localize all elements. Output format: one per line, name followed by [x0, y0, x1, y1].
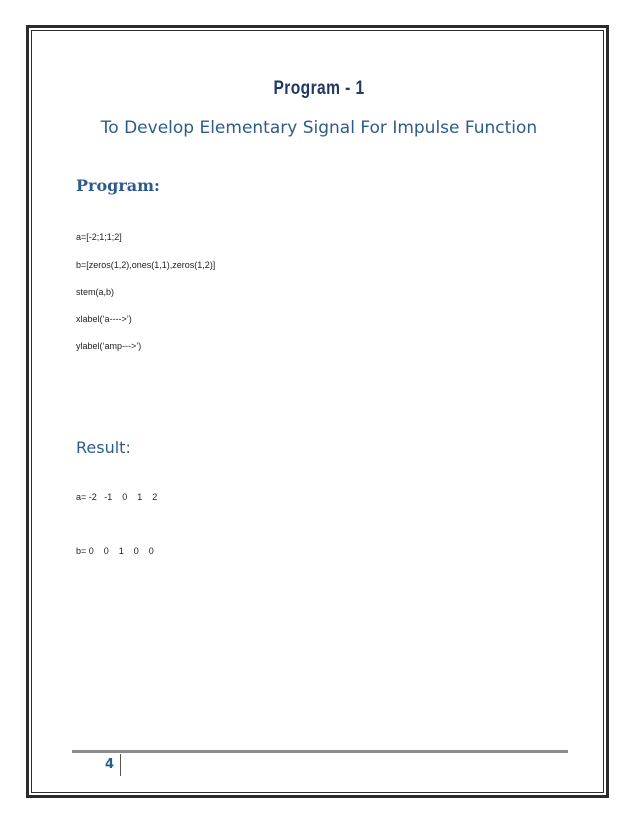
code-line: a=[-2;1;1;2] — [76, 232, 122, 242]
result-line-a: a= -2 -1 0 1 2 — [76, 492, 158, 502]
program-heading: Program: — [76, 176, 160, 195]
program-subtitle: To Develop Elementary Signal For Impulse Function — [100, 118, 538, 138]
result-heading: Result: — [76, 438, 131, 457]
page-number: 4 — [105, 757, 115, 772]
code-line: b=[zeros(1,2),ones(1,1),zeros(1,2)] — [76, 260, 216, 270]
result-line-b: b= 0 0 1 0 0 — [76, 546, 154, 556]
code-line: xlabel(‘a---->’) — [76, 314, 132, 324]
code-line: stem(a,b) — [76, 287, 115, 297]
page-number-divider — [120, 754, 121, 776]
program-title: Program - 1 — [273, 78, 365, 99]
code-line: ylabel(‘amp--->’) — [76, 341, 142, 351]
footer-rule — [72, 750, 568, 753]
page-border-inner — [31, 30, 604, 793]
